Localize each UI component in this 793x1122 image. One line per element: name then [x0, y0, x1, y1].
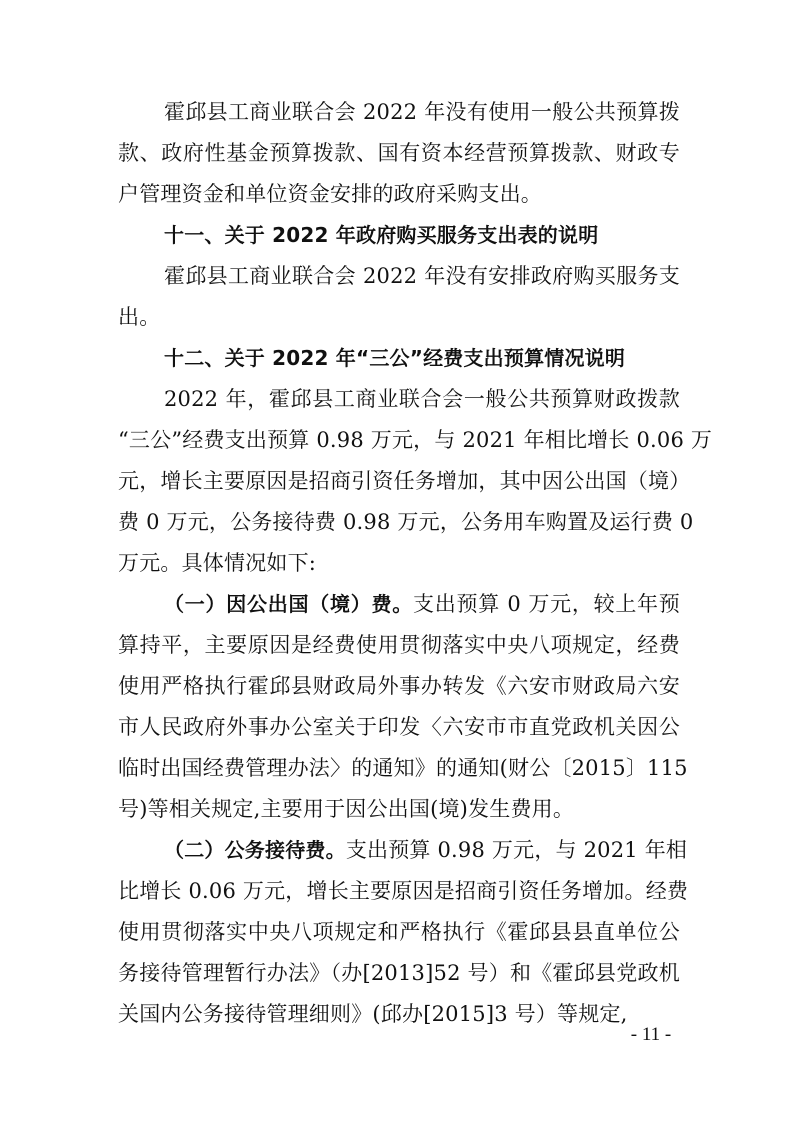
- paragraph-line: 使用贯彻落实中央八项规定和严格执行《霍邱县县直单位公: [118, 920, 680, 944]
- paragraph-line: 万元。具体情况如下:: [118, 551, 317, 575]
- paragraph-line: 2022 年，霍邱县工商业联合会一般公共预算财政拨款: [164, 387, 680, 411]
- paragraph-line: 临时出国经费管理办法〉的通知》的通知(财公〔2015〕115: [118, 756, 688, 780]
- subsection-title-travel: （一）因公出国（境）费。: [164, 592, 413, 616]
- paragraph-line: 使用严格执行霍邱县财政局外事办转发《六安市财政局六安: [118, 674, 680, 698]
- paragraph-line: 款、政府性基金预算拨款、国有资本经营预算拨款、财政专: [118, 141, 680, 165]
- paragraph-line: 关国内公务接待管理细则》(邱办[2015]3 号）等规定,: [118, 1002, 628, 1026]
- paragraph-line: 霍邱县工商业联合会 2022 年没有安排政府购买服务支: [164, 264, 680, 288]
- paragraph-text: 支出预算 0 万元，较上年预: [412, 592, 681, 616]
- page-number: - 11 -: [630, 1024, 672, 1045]
- paragraph-line: 号)等相关规定,主要用于因公出国(境)发生费用。: [118, 797, 575, 821]
- paragraph-line: 比增长 0.06 万元，增长主要原因是招商引资任务增加。经费: [118, 879, 689, 903]
- paragraph-line: 霍邱县工商业联合会 2022 年没有使用一般公共预算拨: [164, 100, 680, 124]
- paragraph-line: 户管理资金和单位资金安排的政府采购支出。: [118, 182, 542, 206]
- paragraph-line: 元，增长主要原因是招商引资任务增加，其中因公出国（境）: [118, 469, 691, 493]
- paragraph-line: “三公”经费支出预算 0.98 万元，与 2021 年相比增长 0.06 万: [118, 428, 713, 452]
- paragraph-text: 支出预算 0.98 万元，与 2021 年相: [345, 838, 688, 862]
- subsection-title-reception: （二）公务接待费。: [164, 838, 346, 862]
- paragraph-line: [164, 589, 680, 619]
- paragraph-line: 费 0 万元，公务接待费 0.98 万元，公务用车购置及运行费 0: [118, 510, 694, 534]
- paragraph-line: 市人民政府外事办公室关于印发〈六安市市直党政机关因公: [118, 715, 680, 739]
- section-heading-11: 十一、关于 2022 年政府购买服务支出表的说明: [164, 223, 599, 247]
- paragraph-line: 出。: [118, 305, 161, 329]
- section-heading-12: 十二、关于 2022 年“三公”经费支出预算情况说明: [164, 346, 626, 370]
- paragraph-line: 务接待管理暂行办法》（办[2013]52 号）和《霍邱县党政机: [118, 961, 680, 985]
- paragraph-line: 算持平，主要原因是经费使用贯彻落实中央八项规定，经费: [118, 633, 680, 657]
- paragraph-line: [164, 835, 688, 865]
